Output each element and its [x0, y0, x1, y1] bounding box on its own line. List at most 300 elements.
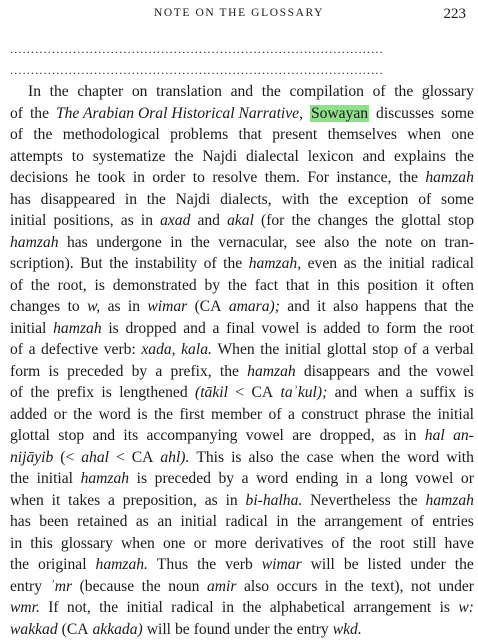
- word: and: [363, 146, 386, 168]
- word: been: [39, 511, 68, 533]
- word: the: [455, 146, 474, 168]
- word: the: [31, 275, 50, 297]
- word: by: [132, 361, 148, 383]
- word: vernacular,: [218, 232, 287, 254]
- word: the: [197, 554, 216, 576]
- word: them.: [265, 167, 300, 189]
- word: or: [54, 404, 67, 426]
- word: hamzah: [53, 318, 102, 340]
- word: <: [235, 382, 244, 404]
- word: akkada): [93, 619, 143, 640]
- word: explains: [394, 146, 446, 168]
- word: methodological: [63, 124, 160, 146]
- word: the: [33, 124, 52, 146]
- word: initial: [126, 597, 162, 619]
- word: is: [137, 404, 147, 426]
- word: the: [99, 597, 118, 619]
- word: initial: [181, 511, 217, 533]
- word: chapter: [77, 81, 123, 103]
- word: is: [440, 597, 450, 619]
- word: entry: [10, 576, 42, 598]
- word: the: [319, 189, 338, 211]
- word: the: [30, 382, 49, 404]
- word: noun: [168, 576, 199, 598]
- word: of: [418, 189, 431, 211]
- word: hamzah: [81, 468, 130, 490]
- word: ending: [296, 468, 338, 490]
- word: the: [375, 210, 394, 232]
- word: in: [125, 189, 137, 211]
- glossary-note-paragraph: [10, 81, 474, 640]
- word: and: [287, 296, 310, 318]
- word: nijāyib: [10, 447, 53, 469]
- word: added: [10, 404, 47, 426]
- word: also: [333, 296, 358, 318]
- word: suffix: [420, 382, 456, 404]
- word: in: [276, 511, 288, 533]
- word: a: [108, 490, 115, 512]
- word: radical: [432, 253, 474, 275]
- word: in: [222, 597, 234, 619]
- word: attempts: [10, 146, 63, 168]
- word: the: [262, 81, 281, 103]
- word: initial: [389, 253, 425, 275]
- word: glossary: [422, 81, 474, 103]
- running-head: NOTE ON THE GLOSSARY: [8, 7, 470, 19]
- word: this: [337, 275, 360, 297]
- word: also: [324, 232, 349, 254]
- word: the: [399, 490, 418, 512]
- word: When: [217, 339, 254, 361]
- word: the: [154, 404, 173, 426]
- dotted-separator-top: .........................................................................................: [10, 45, 468, 53]
- word: the: [363, 253, 382, 275]
- word: as: [136, 511, 149, 533]
- word: note: [385, 232, 412, 254]
- word: to: [72, 146, 84, 168]
- word: the: [291, 210, 310, 232]
- word: as: [344, 253, 357, 275]
- word: derivatives: [255, 533, 323, 555]
- word: when: [121, 533, 155, 555]
- word: themselves: [328, 124, 397, 146]
- word: also: [248, 447, 273, 469]
- word: exception: [348, 189, 409, 211]
- text-line: [10, 232, 474, 254]
- word: ahal: [81, 447, 109, 469]
- word: the: [394, 81, 413, 103]
- word: of: [404, 339, 417, 361]
- text-line: [10, 339, 474, 361]
- word: phrase: [365, 404, 406, 426]
- word: preceded: [155, 468, 211, 490]
- word: has: [10, 511, 31, 533]
- word: the: [242, 597, 261, 619]
- word: the: [381, 447, 400, 469]
- word: the: [191, 232, 210, 254]
- word: it: [317, 296, 326, 318]
- word: as: [108, 296, 121, 318]
- text-line: [10, 554, 474, 576]
- word: instability: [135, 253, 197, 275]
- word: original: [38, 554, 87, 576]
- word: is: [137, 468, 147, 490]
- text-line: [10, 382, 474, 404]
- text-line: [10, 533, 474, 555]
- word: one: [451, 124, 474, 146]
- word: its: [123, 425, 138, 447]
- word: hamzah: [425, 490, 474, 512]
- text-line: [10, 361, 474, 383]
- word: member: [211, 404, 262, 426]
- word: instance,: [336, 167, 391, 189]
- word: the: [409, 361, 428, 383]
- word: initial: [285, 339, 321, 361]
- word: under: [438, 576, 474, 598]
- word: the: [455, 554, 474, 576]
- word: that: [286, 275, 309, 297]
- word: also: [244, 576, 269, 598]
- word: hamzah.: [96, 554, 148, 576]
- word: Thus: [157, 554, 188, 576]
- word: alphabetical: [270, 597, 345, 619]
- word: lengthened: [119, 382, 187, 404]
- word: glottal: [401, 210, 441, 232]
- text-line: [10, 447, 474, 469]
- word: a: [29, 339, 36, 361]
- word: that: [239, 124, 262, 146]
- word: lexicon: [308, 146, 354, 168]
- word: of: [269, 404, 282, 426]
- word: when: [365, 382, 399, 404]
- word: (because: [80, 576, 135, 598]
- word: first: [179, 404, 204, 426]
- word: (for: [261, 210, 284, 232]
- word: tran-: [445, 232, 474, 254]
- word: problems: [170, 124, 228, 146]
- word: the: [220, 361, 239, 383]
- word: that: [424, 296, 447, 318]
- word: preposition,: [123, 490, 197, 512]
- word: of: [10, 103, 23, 125]
- word: is: [463, 382, 473, 404]
- word: Najdi: [202, 146, 237, 168]
- word: the: [50, 81, 69, 103]
- word: the: [223, 253, 242, 275]
- page-header: [8, 6, 470, 24]
- word: and: [335, 382, 358, 404]
- word: a: [212, 318, 219, 340]
- word: scription).: [10, 253, 74, 275]
- text-line: [10, 253, 474, 275]
- text-line: [10, 103, 474, 125]
- text-line: [10, 318, 474, 340]
- word: has: [67, 232, 88, 254]
- word: fact: [255, 275, 278, 297]
- word: order: [152, 167, 185, 189]
- word: see: [296, 232, 316, 254]
- word: has: [10, 189, 31, 211]
- word: takes: [68, 490, 100, 512]
- word: wakkad: [10, 619, 58, 640]
- word: case: [307, 447, 334, 469]
- word: not: [411, 576, 431, 598]
- word: defective: [41, 339, 98, 361]
- word: by: [218, 468, 234, 490]
- text-line: [10, 275, 474, 297]
- word: it: [52, 490, 61, 512]
- word: is: [49, 361, 59, 383]
- text-line: [10, 597, 474, 619]
- text-line: [10, 404, 474, 426]
- word: verb: [225, 554, 253, 576]
- word: to: [367, 318, 379, 340]
- word: the: [399, 167, 418, 189]
- word: dialects,: [220, 189, 272, 211]
- word: (<: [60, 447, 74, 469]
- word: initial: [438, 404, 474, 426]
- word: axad: [160, 210, 190, 232]
- word: of: [10, 124, 23, 146]
- word: changes: [10, 296, 60, 318]
- word: This: [196, 447, 224, 469]
- word: the: [147, 189, 166, 211]
- word: arrangement: [324, 511, 402, 533]
- word: when: [10, 490, 44, 512]
- word: w:: [458, 597, 474, 619]
- word: on: [132, 81, 148, 103]
- word: stop: [58, 425, 84, 447]
- word: in: [128, 296, 140, 318]
- word: a: [422, 339, 429, 361]
- word: the: [109, 253, 128, 275]
- word: found: [194, 619, 230, 640]
- word: or: [194, 533, 207, 555]
- word: when: [340, 447, 374, 469]
- word: vowel: [246, 425, 284, 447]
- word: word: [256, 468, 288, 490]
- text-line: [10, 81, 474, 103]
- word: wmr.: [10, 597, 40, 619]
- word: In: [28, 81, 41, 103]
- word: an-: [453, 425, 474, 447]
- word: a: [365, 468, 372, 490]
- word: took: [98, 167, 126, 189]
- word: initial: [37, 468, 73, 490]
- word: some: [441, 189, 474, 211]
- word: the: [358, 232, 377, 254]
- word: and: [93, 425, 116, 447]
- word: is: [101, 382, 111, 404]
- word: entries: [432, 511, 474, 533]
- word: (CA: [62, 619, 89, 640]
- word: preceded: [67, 361, 123, 383]
- word: in: [133, 167, 145, 189]
- word: wimar: [147, 296, 187, 318]
- word: arrangement: [353, 597, 431, 619]
- word: a: [242, 468, 249, 490]
- word: stop: [448, 210, 474, 232]
- word: of: [331, 533, 344, 555]
- word: form: [10, 361, 40, 383]
- word: in: [141, 210, 153, 232]
- word: initial: [10, 210, 46, 232]
- word: one: [163, 533, 186, 555]
- word: the: [344, 576, 363, 598]
- highlighted-author-name: Sowayan: [310, 103, 369, 125]
- word: dropped,: [320, 425, 375, 447]
- word: dialectal: [246, 146, 299, 168]
- word: resolve: [212, 167, 257, 189]
- text-line: [10, 296, 474, 318]
- word: the: [281, 447, 300, 469]
- word: root: [449, 318, 474, 340]
- word: are: [292, 425, 311, 447]
- word: the: [174, 146, 193, 168]
- word: will: [147, 619, 171, 640]
- word: kala.: [181, 339, 212, 361]
- word: accompanying: [146, 425, 237, 447]
- word: in: [317, 275, 329, 297]
- word: radical: [225, 511, 267, 533]
- word: of: [373, 81, 386, 103]
- word: amara);: [229, 296, 280, 318]
- word: the: [297, 511, 316, 533]
- word: wimar: [262, 554, 302, 576]
- word: an: [157, 511, 172, 533]
- word: vowel: [415, 468, 453, 490]
- word: on: [421, 232, 437, 254]
- word: word: [99, 404, 131, 426]
- word: (CA: [195, 296, 222, 318]
- word: in: [10, 533, 22, 555]
- word: w,: [87, 296, 100, 318]
- word: disappears: [304, 361, 370, 383]
- word: entry: [297, 619, 329, 640]
- word: and: [231, 81, 254, 103]
- word: The Arabian Oral Historical Narrative,: [56, 103, 303, 125]
- word: akal: [227, 210, 254, 232]
- word: will: [311, 554, 335, 576]
- word: verb:: [104, 339, 136, 361]
- word: and: [197, 210, 220, 232]
- word: Nevertheless: [310, 490, 391, 512]
- word: listed: [368, 554, 402, 576]
- word: to: [68, 296, 80, 318]
- word: as: [121, 210, 134, 232]
- word: is: [108, 318, 118, 340]
- word: the: [423, 318, 442, 340]
- word: CA: [251, 382, 273, 404]
- word: the: [10, 468, 29, 490]
- word: hamzah: [10, 232, 59, 254]
- word: by: [205, 275, 221, 297]
- word: <: [116, 447, 125, 469]
- word: vowel: [261, 318, 299, 340]
- word: a: [288, 404, 295, 426]
- word: the: [260, 339, 279, 361]
- word: CA: [132, 447, 154, 469]
- word: root: [380, 533, 405, 555]
- text-line: [10, 124, 474, 146]
- word: when: [407, 124, 441, 146]
- word: or: [461, 468, 474, 490]
- word: glottal: [10, 425, 50, 447]
- word: is: [306, 318, 316, 340]
- word: (tākil: [195, 382, 228, 404]
- word: and: [378, 361, 401, 383]
- word: hamzah: [425, 167, 474, 189]
- word: as: [205, 490, 218, 512]
- word: But: [80, 253, 103, 275]
- word: hal: [425, 425, 445, 447]
- word: of: [10, 275, 23, 297]
- word: For: [307, 167, 329, 189]
- word: and: [183, 318, 206, 340]
- word: in: [170, 232, 182, 254]
- word: bi-halha.: [246, 490, 303, 512]
- word: of: [411, 511, 424, 533]
- word: Najdi: [176, 189, 211, 211]
- word: text),: [371, 576, 403, 598]
- word: position: [367, 275, 417, 297]
- word: with: [446, 447, 474, 469]
- word: retained: [77, 511, 127, 533]
- word: be: [175, 619, 190, 640]
- word: stop: [372, 339, 398, 361]
- word: even: [308, 253, 337, 275]
- word: compilation: [289, 81, 364, 103]
- word: dropped: [125, 318, 176, 340]
- word: under: [234, 619, 270, 640]
- word: it: [425, 275, 434, 297]
- word: added: [323, 318, 360, 340]
- word: initial: [10, 318, 46, 340]
- word: the: [228, 275, 247, 297]
- word: to: [193, 167, 205, 189]
- word: often: [442, 275, 474, 297]
- word: some: [441, 103, 474, 125]
- word: in: [404, 425, 416, 447]
- word: still: [413, 533, 436, 555]
- word: the: [73, 404, 92, 426]
- word: decisions: [10, 167, 68, 189]
- word: verbal: [435, 339, 474, 361]
- word: prefix: [57, 382, 94, 404]
- word: the: [412, 404, 431, 426]
- word: in: [226, 490, 238, 512]
- word: not,: [67, 597, 91, 619]
- word: as: [383, 425, 396, 447]
- text-line: [10, 468, 474, 490]
- word: the: [30, 103, 49, 125]
- word: discusses: [376, 103, 434, 125]
- word: positions,: [53, 210, 113, 232]
- word: word: [407, 447, 439, 469]
- word: in: [346, 468, 358, 490]
- word: ʾmr: [50, 576, 73, 598]
- word: with: [281, 189, 309, 211]
- text-line: [10, 576, 474, 598]
- word: more: [215, 533, 247, 555]
- word: If: [48, 597, 58, 619]
- text-line: [10, 146, 474, 168]
- word: a: [406, 382, 413, 404]
- word: the: [455, 296, 474, 318]
- word: of: [204, 253, 217, 275]
- word: final: [226, 318, 255, 340]
- word: hamzah,: [249, 253, 301, 275]
